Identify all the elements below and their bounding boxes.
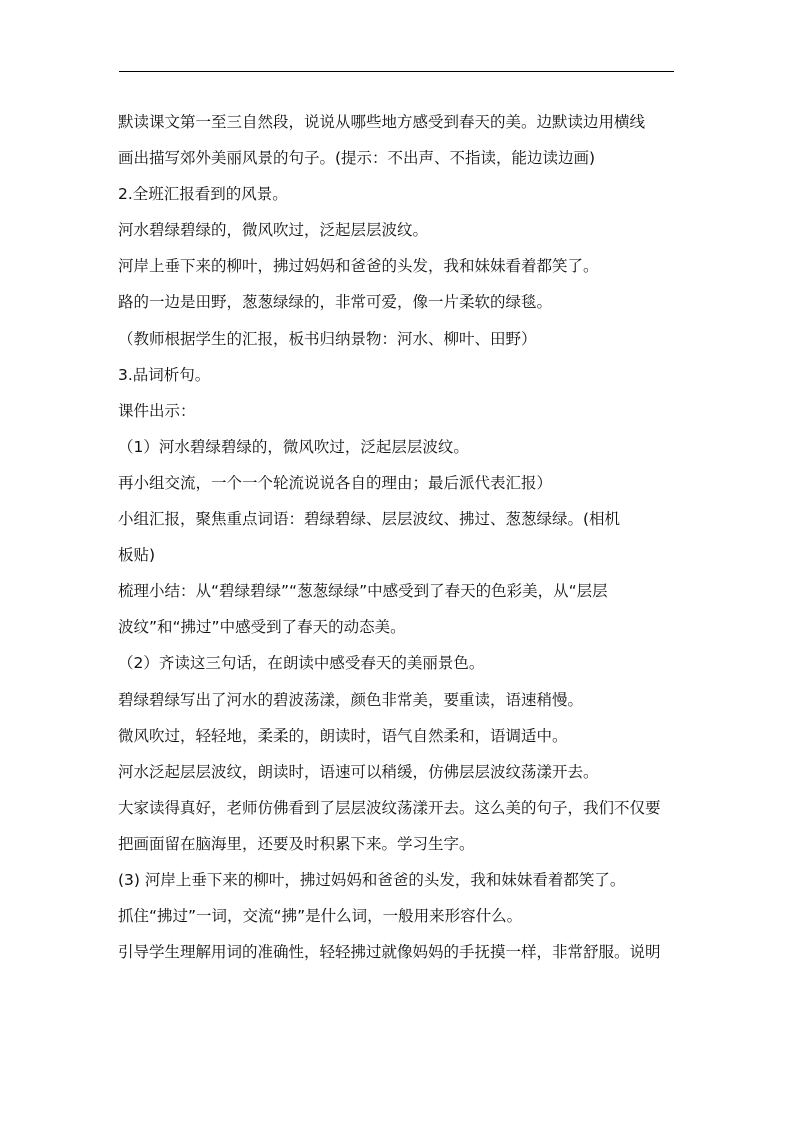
text-line: 默读课文第一至三自然段，说说从哪些地方感受到春天的美。边默读边用横线	[118, 113, 646, 131]
text-line: 画出描写郊外美丽风景的句子。(提示：不出声、不指读，能边读边画)	[118, 149, 596, 168]
text-line: 大家读得真好，老师仿佛看到了层层波纹荡漾开去。这么美的句子，我们不仅要	[118, 798, 661, 817]
text-line: （2）齐读这三句话，在朗读中感受春天的美丽景色。	[118, 654, 485, 673]
text-line: (3) 河岸上垂下来的柳叶，拂过妈妈和爸爸的头发，我和妹妹看着都笑了。	[118, 870, 626, 889]
text-line: 波纹”和“拂过”中感受到了春天的动态美。	[118, 618, 406, 637]
text-line: 梳理小结：从“碧绿碧绿”“葱葱绿绿”中感受到了春天的色彩美，从“层层	[118, 582, 608, 601]
text-line: 碧绿碧绿写出了河水的碧波荡漾，颜色非常美，要重读，语速稍慢。	[118, 690, 584, 709]
text-line: （1）河水碧绿碧绿的，微风吹过，泛起层层波纹。	[118, 437, 469, 456]
text-line: 2.全班汇报看到的风景。	[118, 185, 288, 204]
text-line: 抓住“拂过”一词，交流“拂”是什么词，一般用来形容什么。	[118, 907, 523, 926]
text-line: 河水泛起层层波纹，朗读时，语速可以稍缓，仿佛层层波纹荡漾开去。	[118, 762, 599, 781]
text-line: 河水碧绿碧绿的，微风吹过，泛起层层波纹。	[118, 221, 429, 240]
text-line: 引导学生理解用词的准确性，轻轻拂过就像妈妈的手抚摸一样，非常舒服。说明	[118, 943, 661, 962]
text-line: 小组汇报，聚焦重点词语：碧绿碧绿、层层波纹、拂过、葱葱绿绿。(相机	[118, 510, 621, 529]
document-body	[118, 104, 678, 970]
text-line: 微风吹过，轻轻地，柔柔的，朗读时，语气自然柔和，语调适中。	[118, 726, 568, 745]
header-rule	[119, 71, 674, 72]
text-line: 板贴)	[118, 546, 156, 565]
text-line: 把画面留在脑海里，还要及时积累下来。学习生字。	[118, 834, 475, 853]
text-line: （教师根据学生的汇报，板书归纳景物：河水、柳叶、田野）	[118, 329, 537, 348]
text-line: 再小组交流，一个一个轮流说说各自的理由；最后派代表汇报）	[118, 473, 553, 492]
text-line: 路的一边是田野，葱葱绿绿的，非常可爱，像一片柔软的绿毯。	[118, 293, 553, 312]
text-line: 课件出示：	[118, 401, 196, 420]
text-line: 河岸上垂下来的柳叶，拂过妈妈和爸爸的头发，我和妹妹看着都笑了。	[118, 257, 599, 276]
text-line: 3.品词析句。	[118, 365, 211, 384]
